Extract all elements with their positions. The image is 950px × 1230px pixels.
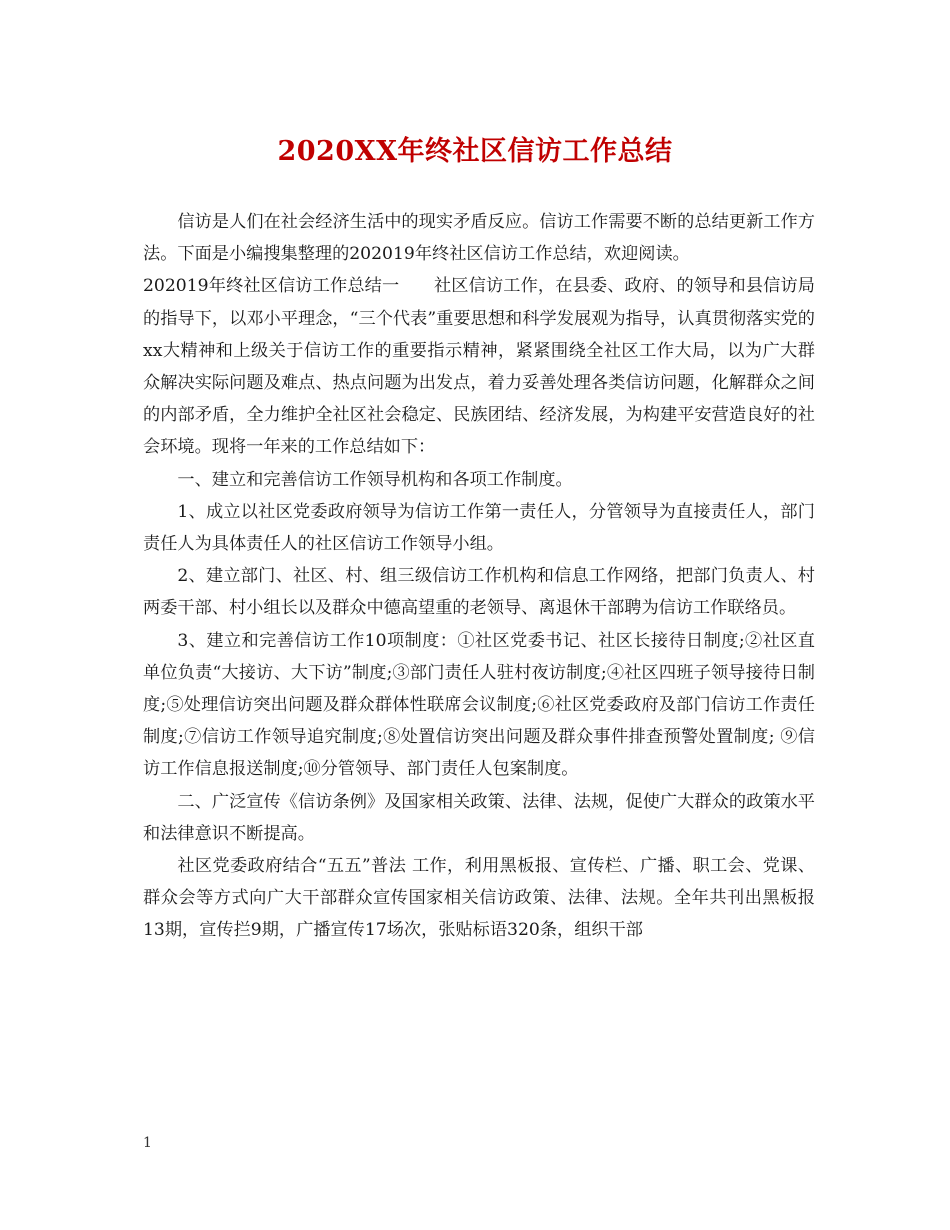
paragraph-item-1: 1、成立以社区党委政府领导为信访工作第一责任人，分管领导为直接责任人，部门责任人为具体责任人的社区信访工作领导小组。	[143, 501, 815, 555]
paragraph-intro: 信访是人们在社会经济生活中的现实矛盾反应。信访工作需要不断的总结更新工作方法。下面是小编搜集整理的202019年终社区信访工作总结，欢迎阅读。	[143, 212, 815, 265]
page-number: 1	[143, 1135, 152, 1151]
paragraph-summary-one: 202019年终社区信访工作总结一 社区信访工作，在县委、政府、的领导和县信访局的指导下，以邓小平理念，“三个代表”重要思想和科学发展观为指导，认真贯彻落实党的xx大精神和上级关于信访工作的重要指示精神，紧紧围绕全社区工作大局，以为广大群众解决实际问题及难点、热点问题为出发点，着力妥善处理各类信访问题，化解群众之间的内部矛盾，全力维护全社区社会稳定、民族团结、经济发展，为构建平安营造良好的社会环境。现将一年来的工作总结如下：	[143, 276, 815, 458]
document-body	[143, 206, 815, 947]
paragraph-publicity: 社区党委政府结合“五五”普法 工作，利用黑板报、宣传栏、广播、职工会、党课、群众会等方式向广大干部群众宣传国家相关信访政策、法律、法规。全年共刊出黑板报13期，宣传拦9期，广播宣传17场次，张贴标语320条，组织干部	[143, 856, 815, 941]
paragraph-item-3: 3、建立和完善信访工作10项制度：①社区党委书记、社区长接待日制度;②社区直单位负责“大接访、大下访”制度;③部门责任人驻村夜访制度;④社区四班子领导接待日制度;⑤处理信访突出问题及群众群体性联席会议制度;⑥社区党委政府及部门信访工作责任制度;⑦信访工作领导追究制度;⑧处置信访突出问题及群众事件排查预警处置制度; ⑨信访工作信息报送制度;⑩分管领导、部门责任人包案制度。	[143, 630, 815, 780]
paragraph-item-2: 2、建立部门、社区、村、组三级信访工作机构和信息工作网络，把部门负责人、村两委干部、村小组长以及群众中德高望重的老领导、离退休干部聘为信访工作联络员。	[143, 566, 815, 619]
heading-section-one: 一、建立和完善信访工作领导机构和各项工作制度。	[177, 469, 573, 490]
document-title: 2020XX年终社区信访工作总结	[277, 136, 673, 167]
heading-section-two: 二、广泛宣传《信访条例》及国家相关政策、法律、法规，促使广大群众的政策水平和法律意识不断提高。	[143, 791, 815, 844]
